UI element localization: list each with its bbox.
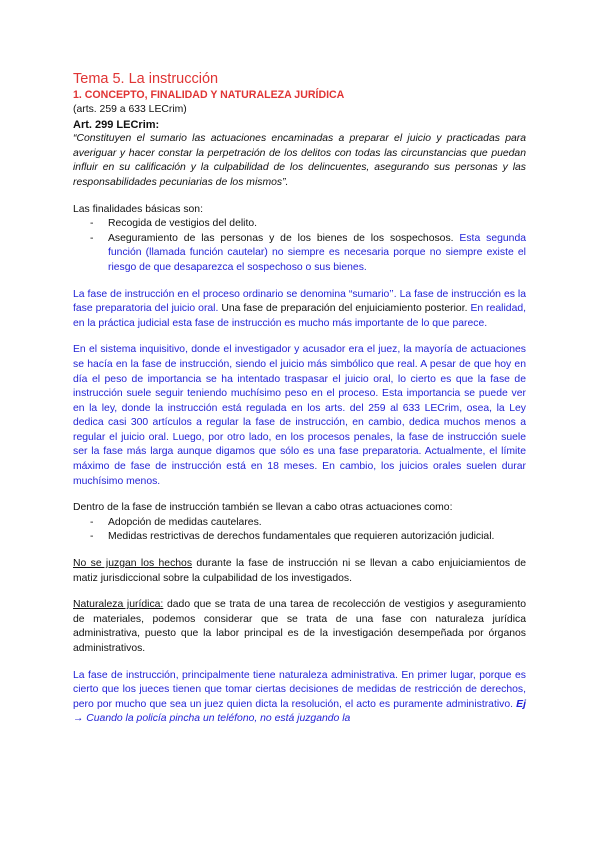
page-title: Tema 5. La instrucción (73, 71, 219, 87)
list-item: - Medidas restrictivas de derechos fundamentales que requieren autorización judicial. (73, 530, 526, 545)
list-item: - Aseguramiento de las personas y de los bienes de los sospechosos. Esta segunda función (llamada función cautelar) no siempre es necesaria porque no siempre existe el riesgo de que desaparezca el sospechoso o sus bienes. (73, 232, 526, 276)
finalidades-list (73, 217, 526, 275)
article-label: Art. 299 LECrim: (73, 118, 160, 131)
finalidades-intro: Las finalidades básicas son: (73, 203, 203, 215)
paragraph-administrativa: La fase de instrucción, principalmente tiene naturaleza administrativa. En primer lugar, porque es cierto que los jueces tienen que tomar ciertas decisiones de medidas de restricción de derechos, pero por mucho que sea un juez quien dicta la resolución, el acto es puramente administrativo. Ej → Cuando la policía pincha un teléfono, no está juzgando la (73, 669, 526, 725)
article-quote: “Constituyen el sumario las actuaciones encaminadas a preparar el juicio y practicadas para averiguar y hacer constar la perpetración de los delitos con todas las circunstancias que puedan influir en su calificación y la culpabilidad de los delincuentes, asegurando sus personas y las responsabilidades pecuniarias de los mismos”. (73, 133, 526, 188)
cautelar-note: Esta segunda función (llamada función cautelar) no siempre es necesaria porque no siempre existe el riesgo de que desaparezca el sospechoso o sus bienes. (108, 232, 526, 273)
list-item: - Recogida de vestigios del delito. (73, 217, 526, 232)
article-range: (arts. 259 a 633 LECrim) (73, 104, 187, 115)
otras-list (73, 516, 526, 545)
otras-intro: Dentro de la fase de instrucción también se llevan a cabo otras actuaciones como: (73, 502, 453, 514)
paragraph-sumario: La fase de instrucción en el proceso ordinario se denomina “sumario’’. La fase de instrucción es la fase preparatoria del juicio oral. Una fase de preparación del enjuiciamiento posterior. En realidad, en la práctica judicial esta fase de instrucción es mucho más importante de lo que parece. (73, 288, 527, 329)
section-heading: 1. CONCEPTO, FINALIDAD Y NATURALEZA JURÍDICA (73, 89, 345, 101)
paragraph-hechos: No se juzgan los hechos durante la fase de instrucción ni se llevan a cabo enjuiciamientos de matiz jurisdiccional sobre la culpabilidad de los investigados. (73, 558, 526, 584)
example-label: Ej → (73, 698, 526, 725)
list-item: - Adopción de medidas cautelares. (73, 516, 526, 531)
paragraph-inquisitivo: En el sistema inquisitivo, donde el investigador y acusador era el juez, la mayoría de actuaciones se hacía en la fase de instrucción, siendo el juicio más simbólico que real. A pesar de que hoy en día el peso de importancia se ha intentado traspasar el juicio oral, lo cierto es que la fase de instrucción suele seguir teniendo muchísimo peso en el proceso. Esta importancia se puede ver en la ley, donde la instrucción está regulada en los arts. del 259 al 633 LECrim, osea, la Ley dedica casi 300 artículos a regular la fase de instrucción, en cambio, dedica muchos menos a regular el juicio oral. Luego, por otro lado, en los procesos penales, la fase de instrucción suele ser la fase más larga aunque digamos que sólo es una fase preparatoria. Actualmente, el límite máximo de fase de instrucción está en 18 meses. En cambio, los juicios orales suelen durar muchísimo menos. (73, 344, 526, 487)
paragraph-naturaleza: Naturaleza jurídica: dado que se trata de una tarea de recolección de vestigios y aseguramiento de materiales, podemos considerar que se trata de una fase con naturaleza jurídica administrativa, puesto que la labor principal es de la investigación desempeñada por órganos administrativos. (73, 599, 526, 654)
